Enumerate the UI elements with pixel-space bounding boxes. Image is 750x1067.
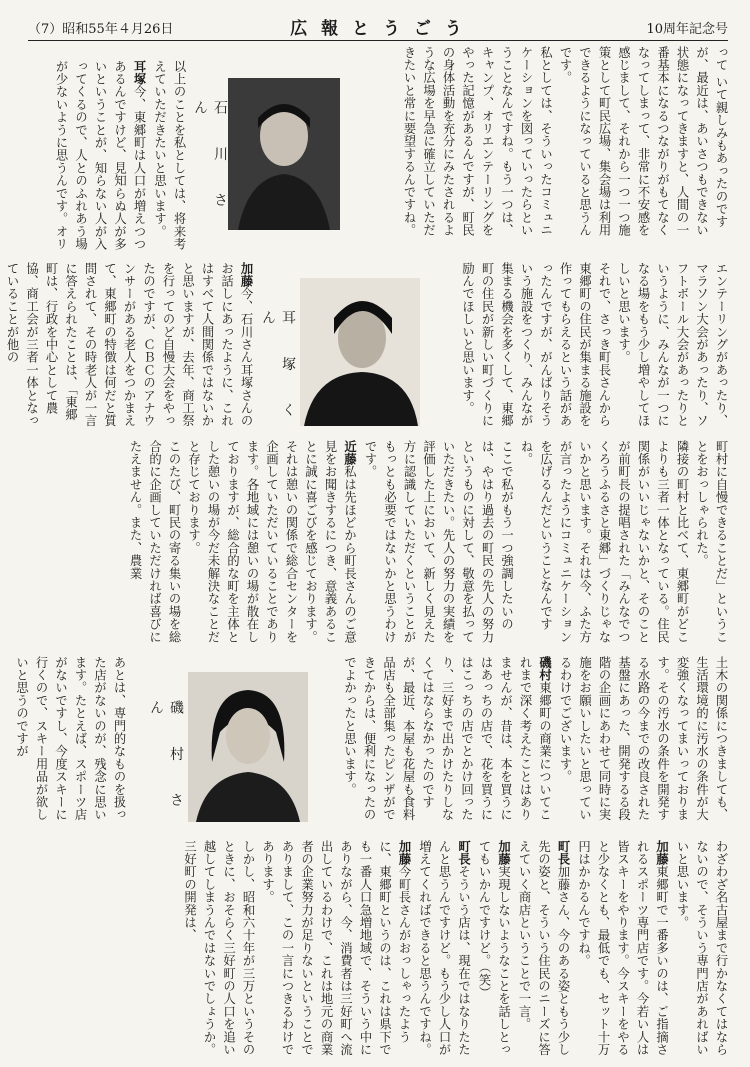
paragraph: 私は先ほどから町長さんのご意見をお聞きするにつき、意義あることに誠に喜ごびを感じております。それは憩いの関係で総合センターを企画していただいていることであります。各地域には憩いの場が散在しておりますが、総合的な町を主体とした憩いの場が今だ未解決なことだと存じております。	[186, 440, 357, 644]
paragraph: って いて親しみもあったのですが、最近は、あいさつもできない状態になってきますと、人間の一番基本になるつながりがもてなくなってしまって、非常に不安感を感じまして、それから一つ一つ施策として町民広場、集会場は利用できるようになっていると思うんです。	[558, 46, 728, 237]
portrait-ishikawa	[228, 78, 340, 230]
caption-ishikawa: 石 川 さ ん	[192, 100, 228, 221]
speaker-name: 耳塚	[132, 60, 147, 86]
speaker-name: 加藤	[397, 840, 412, 866]
paragraph: 土木の関係につきましても、生活環境的に汚水の条件が大変強くなってまいっております。その汚水の条件を開発する水路の今までの改良された基盤にあった、開発するる段階の企画にあわせて同時に実施をお願いしたいと思っているわけでございます。	[558, 656, 728, 822]
portrait-photo-icon	[300, 278, 420, 426]
text-block-mid-left	[5, 262, 256, 430]
paragraph: 以上のことを私としては、将来考えていただきたいと思います。	[152, 60, 186, 251]
portrait-photo-icon	[188, 672, 308, 822]
portrait-isomura	[188, 672, 308, 822]
speaker-name: 近藤	[342, 440, 358, 466]
paragraph: あとは、専門的なものを扱った店がないのが、残念に思います。たとえば、スポーツ店がないですし、今度スキーに行くので、スキー用品が欲しいと思うのですが	[14, 656, 126, 822]
paragraph: それで、さっき町長さんから東郷町の住民が集まる施設を作ってもらえるという話があったんですが、がんばりそういう施設をつくり、みんなが集まる機会を多くして、東郷町の住民が新しい町づくりに励んでほしいと思います。	[460, 262, 611, 428]
portrait-photo-icon	[228, 78, 340, 230]
paragraph: しかし、昭和六十年が三万というそのときに、おそらく三好町の人口を追い越してしまうんではないでしょうか。三好町の開発は、	[182, 840, 255, 1056]
speaker-name: 町長	[556, 840, 571, 866]
page-number-date: （7）昭和55年４月26日	[28, 22, 174, 37]
text-block-bottom-right-upper	[342, 656, 730, 832]
paragraph: 私としては、そういったコミュニケーションを図っていったらということなんですね。もう一つは、キャンプ、オリエンテーリングをやった記憶があるんですが、町民の身体活動を充分にみたされるような広場を早急に確立していただきたいと常に要望するんですね。	[402, 46, 553, 237]
newsletter-title: 広 報 と う ご う	[290, 19, 466, 39]
paragraph: 今、東郷町は人口が増えつつあるんですけど、見知らぬ人が多いということが、知らない人が入ってくるので、人とのふれあう場が少ないように思うんです。オリ	[54, 60, 146, 251]
text-block-top-right	[352, 46, 730, 246]
text-block-top-left	[28, 60, 188, 252]
paragraph: 実現しないようなことを話しとってもいかんですけど。（笑）	[477, 840, 511, 1056]
portrait-mimizuka	[300, 278, 420, 426]
caption-mimizuka: 耳 塚 く ん	[260, 310, 296, 431]
speaker-name: 加藤	[654, 840, 670, 866]
paragraph: そういう店は、現在ではなりたたんと思うんですけど。もう少し人口が増えてくればできると思うんですね。	[417, 840, 471, 1056]
paragraph: わざわざ名古屋まで行かなくてはならないので、そういう専門店があればいいと思います。	[675, 840, 728, 1056]
text-block-lower	[28, 440, 730, 650]
issue-label: 10周年記念号	[646, 22, 728, 37]
paragraph: 町村に自慢できることだ」ということをおっしゃられた。	[694, 440, 728, 644]
header-rule	[28, 40, 728, 41]
paragraph: ここで私がもう一つ強調したいのは、やはり過去の町民の先人の努力というものに対して、敬意を払っていただきたい。先人の努力の実績を評価した上において、新しく見えた方に認識していただくということがもっとも必要ではないかと思うわけです。	[363, 440, 514, 644]
paragraph: 東郷町の商業についてこれまで深く考えたことはありませんが、昔は、本を買うにはあっちの店で、花を買うにはこっちの店でとかけ回ったり、三好まで出かけたりしなくてはならなかったのですが、最近、本屋も花屋も食料品店も全部集ったピンザができてからは、便利になったのでよかったと思います。	[342, 656, 552, 822]
text-block-bottom-left-upper	[14, 656, 128, 832]
text-block-mid-right	[430, 262, 730, 430]
speaker-name: 加藤	[496, 840, 512, 866]
text-block-bottom	[28, 840, 730, 1060]
paragraph: 東郷町で一番多いのは、ご指摘されるスポーツ専門店です。今若い人は皆スキーをやります。今スキーをやると少なくとも、最低でも、セット十万円はかかるんですね。	[576, 840, 669, 1056]
speaker-name: 町長	[456, 840, 472, 866]
paragraph: エンテーリングがあったり、マラソン大会があったり、ソフトボール大会があったりというように、みんなが一つになる場をもう少し増やしてほしいと思います。	[616, 262, 728, 428]
paragraph: 隣接の町村と比べて、東郷町がどこよりも三者一体となっている。住民関係がいいじゃないかと、そのことが前町長の提唱された「みんなでつくろうふるさと東郷」づくりじゃないかと思います。それは今、ふた方が言ったようにコミュニケーションを広げるんだということなんですね。	[519, 440, 689, 644]
paragraph: 今町長さんがおっしゃったように、東郷町というのは、これは県下でも一番人口急増地域で、そういう中にありながら、今、消費者は三好町へ流出しているわけで、これは地元の商業者の企業努力が足りないということでありまして、この一言につきるわけであります。	[260, 840, 411, 1056]
paragraph: 今、石川さん耳塚さんのお話しにあったように、これはすべて人間関係ではないかと思いますが、去年、商工祭を行ってのど自慢大会をやったのですが、ＣＢＣのアナウンサーがある老人をつかまえて、東郷町の特徴は何だと質問されて、その時老人が一言に答えられたことは、「東郷町は、行政を中心として農協、商工会が三者一体となっていることが他の	[5, 262, 253, 428]
paragraph: このたび、町民の寄る集いの場を総合的に企画していただければ喜びにたえません。また、農業	[128, 440, 181, 644]
speaker-name: 加藤	[239, 262, 254, 288]
caption-isomura: 磯 村 さ ん	[148, 700, 184, 821]
speaker-name: 磯村	[537, 656, 553, 682]
paragraph: 加藤さん、今のある姿ともう少し先の姿と、そういう住民のニーズに答えていく商店ということで一言。	[517, 840, 570, 1056]
page-header	[28, 6, 728, 40]
